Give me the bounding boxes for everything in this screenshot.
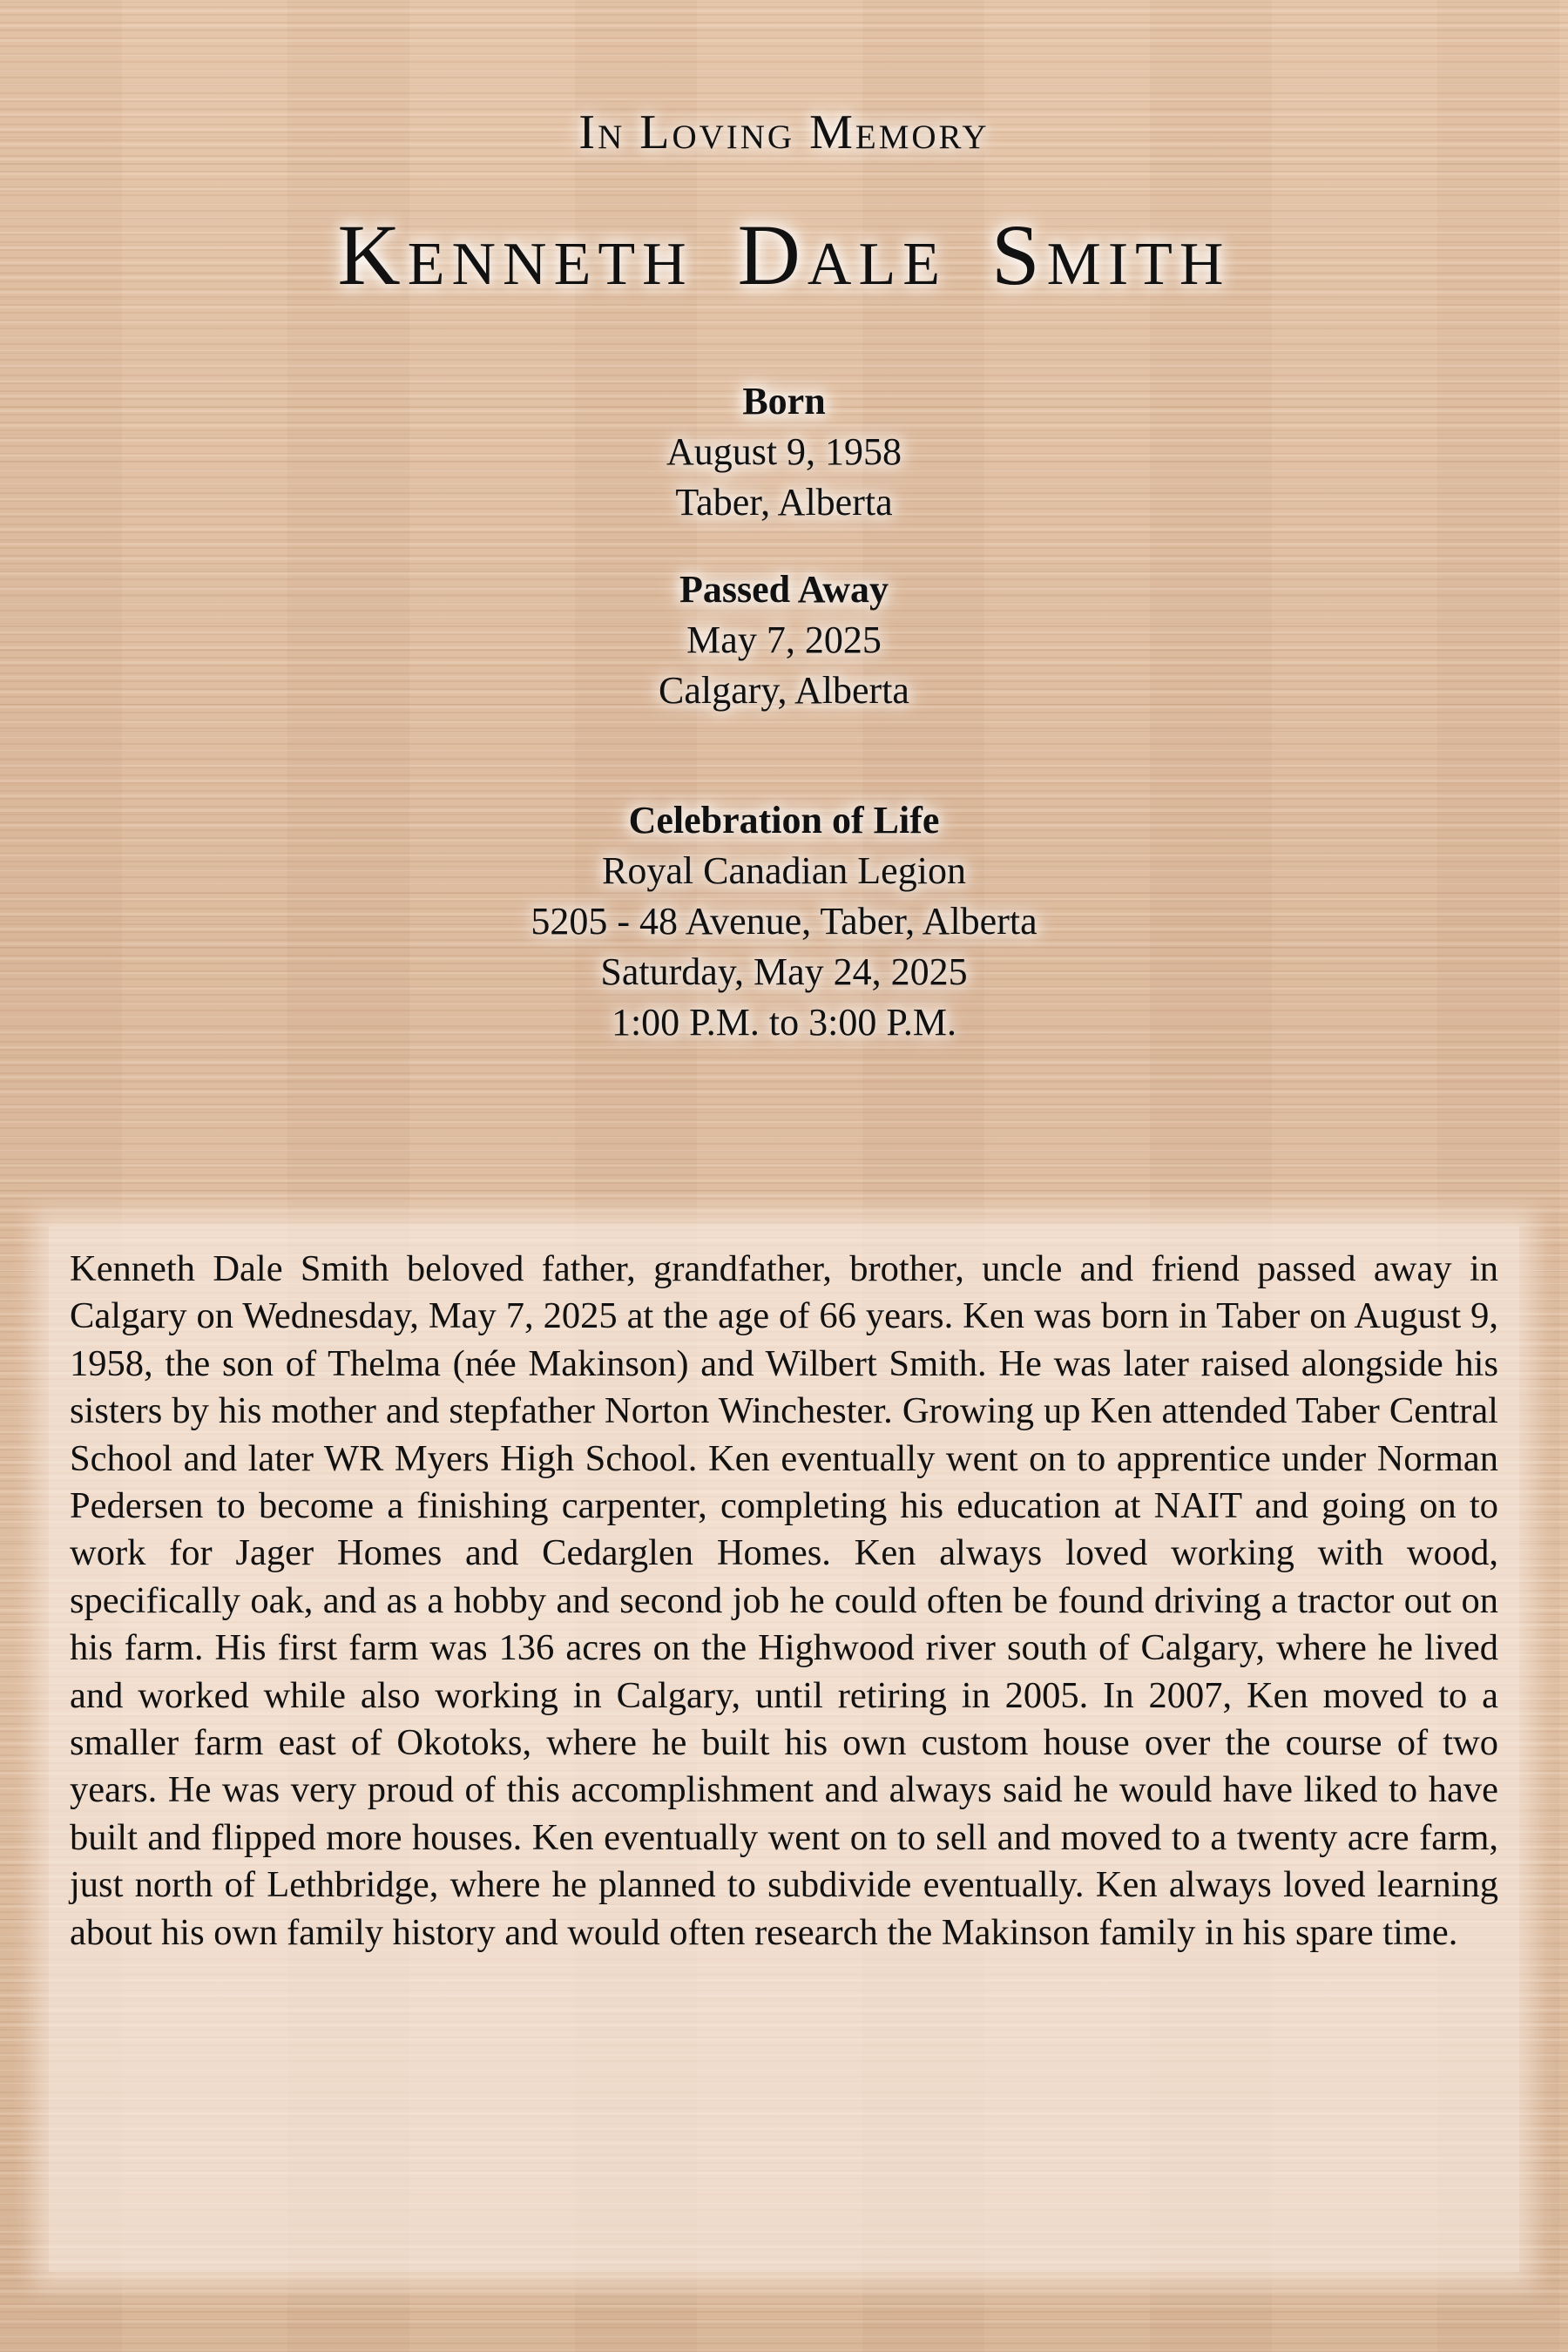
death-date: May 7, 2025 <box>686 618 882 661</box>
obituary-text: Kenneth Dale Smith beloved father, grandfather, brother, uncle and friend passed away in Calgary on Wednesday, May 7, 2025 at the age of 66 years. Ken was born in Taber on August 9, 1958, the son of Thelma (née Makinson) and Wilbert Smith. He was later raised alongside his sisters by his mother and stepfather Norton Winchester. Growing up Ken attended Taber Central School and later WR Myers High School. Ken eventually went on to apprentice under Norman Pedersen to become a finishing carpenter, completing his education at NAIT and going on to work for Jager Homes and Cedarglen Homes. Ken always loved working with wood, specifically oak, and as a hobby and second job he could often be found driving a tractor out on his farm. His first farm was 136 acres on the Highwood river south of Calgary, where he lived and worked while also working in Calgary, until retiring in 2005. In 2007, Ken moved to a smaller farm east of Okotoks, where he built his own custom house over the course of two years. He was very proud of this accomplishment and always said he would have liked to have built and flipped more houses. Ken eventually went on to sell and moved to a twenty acre farm, just north of Lethbridge, where he planned to subdivide eventually. Ken always loved learning about his own family history and would often research the Makinson family in his spare time. <box>70 1248 1498 1953</box>
birth-place: Taber, Alberta <box>675 481 893 524</box>
born-section <box>0 376 1568 528</box>
memorial-heading: In Loving Memory <box>578 105 990 159</box>
passed-away-label: Passed Away <box>679 568 889 611</box>
obituary-panel <box>49 1227 1519 2272</box>
celebration-time: 1:00 P.M. to 3:00 P.M. <box>611 1001 957 1044</box>
celebration-section <box>0 795 1568 1048</box>
celebration-address: 5205 - 48 Avenue, Taber, Alberta <box>531 900 1037 943</box>
death-place: Calgary, Alberta <box>659 669 909 712</box>
celebration-label: Celebration of Life <box>628 799 940 841</box>
birth-date: August 9, 1958 <box>666 430 902 473</box>
born-label: Born <box>742 380 826 422</box>
passed-away-section <box>0 564 1568 716</box>
celebration-date: Saturday, May 24, 2025 <box>600 950 968 993</box>
deceased-name: Kenneth Dale Smith <box>337 206 1231 303</box>
celebration-venue: Royal Canadian Legion <box>602 849 966 892</box>
